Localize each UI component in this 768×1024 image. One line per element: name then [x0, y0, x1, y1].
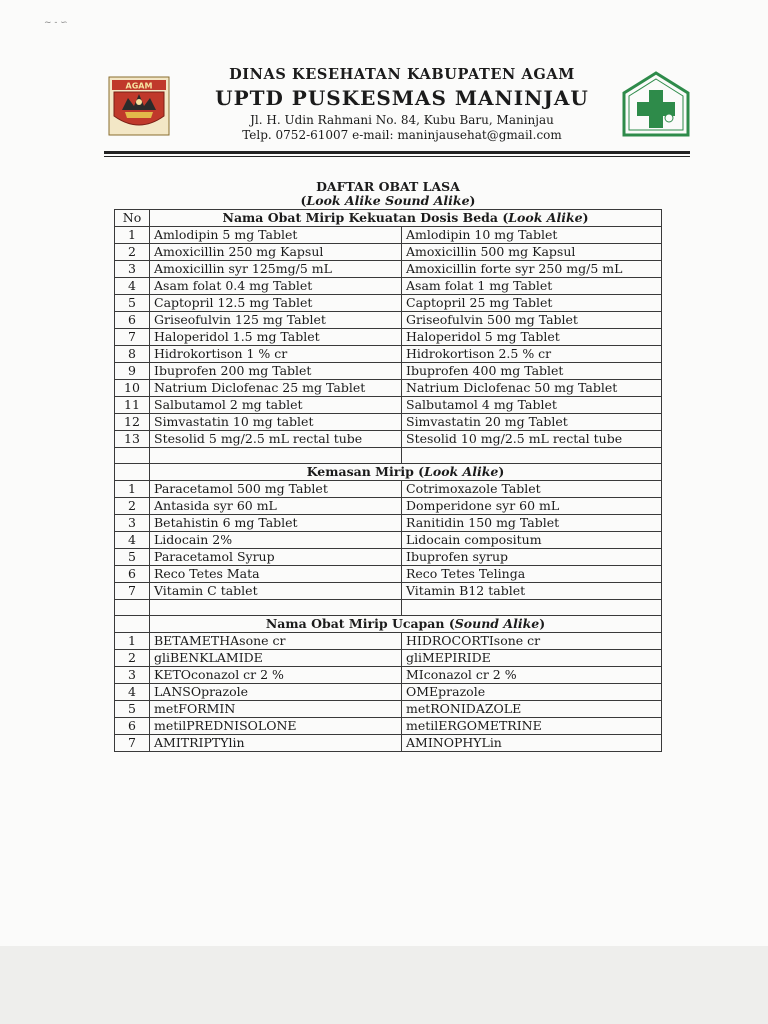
- document-subtitle: (Look Alike Sound Alike): [300, 193, 476, 208]
- drug-name-a: Haloperidol 1.5 mg Tablet: [150, 329, 402, 346]
- table-row: [115, 397, 662, 414]
- row-number: 7: [115, 329, 150, 346]
- row-number: 3: [115, 515, 150, 532]
- table-row: [115, 566, 662, 583]
- drug-name-b: Amoxicillin forte syr 250 mg/5 mL: [402, 261, 662, 278]
- table-row: [115, 363, 662, 380]
- drug-name-a: Griseofulvin 125 mg Tablet: [150, 312, 402, 329]
- drug-name-b: Natrium Diclofenac 50 mg Tablet: [402, 380, 662, 397]
- section-heading: Kemasan Mirip (Look Alike): [150, 464, 662, 481]
- drug-name-b: Ranitidin 150 mg Tablet: [402, 515, 662, 532]
- row-number: 9: [115, 363, 150, 380]
- header-rule-thin: [104, 156, 690, 157]
- row-number: 4: [115, 684, 150, 701]
- drug-name-a: KETOconazol cr 2 %: [150, 667, 402, 684]
- drug-name-a: metilPREDNISOLONE: [150, 718, 402, 735]
- drug-name-b: Griseofulvin 500 mg Tablet: [402, 312, 662, 329]
- drug-name-b: Ibuprofen 400 mg Tablet: [402, 363, 662, 380]
- row-number: 3: [115, 261, 150, 278]
- table-row: [115, 414, 662, 431]
- table-row: [115, 431, 662, 448]
- drug-name-a: Antasida syr 60 mL: [150, 498, 402, 515]
- puskesmas-logo: [622, 71, 690, 137]
- drug-name-b: OMEprazole: [402, 684, 662, 701]
- institution-address: Jl. H. Udin Rahmani No. 84, Kubu Baru, Maninjau: [250, 113, 554, 127]
- blank-cell: [115, 616, 150, 633]
- table-row: [115, 312, 662, 329]
- spacer-row: [115, 600, 662, 616]
- drug-name-b: MIconazol cr 2 %: [402, 667, 662, 684]
- section-heading-row: [115, 616, 662, 633]
- drug-name-b: Domperidone syr 60 mL: [402, 498, 662, 515]
- drug-name-b: Amlodipin 10 mg Tablet: [402, 227, 662, 244]
- drug-name-a: Lidocain 2%: [150, 532, 402, 549]
- drug-name-a: Salbutamol 2 mg tablet: [150, 397, 402, 414]
- table-row: [115, 244, 662, 261]
- table-row: [115, 278, 662, 295]
- drug-name-b: Ibuprofen syrup: [402, 549, 662, 566]
- drug-name-a: BETAMETHAsone cr: [150, 633, 402, 650]
- row-number: 4: [115, 278, 150, 295]
- drug-name-a: Paracetamol Syrup: [150, 549, 402, 566]
- table-row: [115, 295, 662, 312]
- institution-name: UPTD PUSKESMAS MANINJAU: [215, 86, 589, 110]
- row-number: 5: [115, 295, 150, 312]
- drug-name-b: Stesolid 10 mg/2.5 mL rectal tube: [402, 431, 662, 448]
- table-row: [115, 532, 662, 549]
- spacer-row: [115, 448, 662, 464]
- drug-name-b: Haloperidol 5 mg Tablet: [402, 329, 662, 346]
- blank-cell: [402, 600, 662, 616]
- drug-name-a: Stesolid 5 mg/2.5 mL rectal tube: [150, 431, 402, 448]
- row-number: 12: [115, 414, 150, 431]
- row-number: 1: [115, 633, 150, 650]
- row-number: 2: [115, 498, 150, 515]
- drug-name-a: Ibuprofen 200 mg Tablet: [150, 363, 402, 380]
- row-number: 2: [115, 244, 150, 261]
- table-row: [115, 329, 662, 346]
- no-column-header: No: [115, 210, 150, 227]
- row-number: 1: [115, 227, 150, 244]
- table-row: [115, 227, 662, 244]
- table-row: [115, 481, 662, 498]
- row-number: 7: [115, 735, 150, 752]
- drug-name-b: Hidrokortison 2.5 % cr: [402, 346, 662, 363]
- drug-name-a: Hidrokortison 1 % cr: [150, 346, 402, 363]
- drug-name-a: Natrium Diclofenac 25 mg Tablet: [150, 380, 402, 397]
- drug-name-a: Betahistin 6 mg Tablet: [150, 515, 402, 532]
- section-heading-row: [115, 210, 662, 227]
- table-row: [115, 684, 662, 701]
- lasa-table: [114, 209, 662, 752]
- agam-logo-text: AGAM: [125, 81, 153, 91]
- row-number: 6: [115, 312, 150, 329]
- row-number: 11: [115, 397, 150, 414]
- drug-name-b: Vitamin B12 tablet: [402, 583, 662, 600]
- drug-name-b: gliMEPIRIDE: [402, 650, 662, 667]
- table-row: [115, 718, 662, 735]
- table-row: [115, 380, 662, 397]
- agam-logo: [108, 76, 170, 136]
- scan-smudge: ~ - ∽: [44, 18, 68, 28]
- row-number: 6: [115, 566, 150, 583]
- drug-name-b: AMINOPHYLin: [402, 735, 662, 752]
- table-row: [115, 735, 662, 752]
- blank-cell: [150, 600, 402, 616]
- drug-name-b: metilERGOMETRINE: [402, 718, 662, 735]
- table-row: [115, 261, 662, 278]
- table-row: [115, 498, 662, 515]
- row-number: 4: [115, 532, 150, 549]
- scan-background: [0, 946, 768, 1024]
- drug-name-a: Asam folat 0.4 mg Tablet: [150, 278, 402, 295]
- table-row: [115, 701, 662, 718]
- row-number: 10: [115, 380, 150, 397]
- row-number: 5: [115, 701, 150, 718]
- drug-name-a: gliBENKLAMIDE: [150, 650, 402, 667]
- section-heading: Nama Obat Mirip Kekuatan Dosis Beda (Look Alike): [150, 210, 662, 227]
- blank-cell: [402, 448, 662, 464]
- drug-name-a: Paracetamol 500 mg Tablet: [150, 481, 402, 498]
- blank-cell: [150, 448, 402, 464]
- blank-cell: [115, 464, 150, 481]
- drug-name-a: metFORMIN: [150, 701, 402, 718]
- drug-name-a: Amoxicillin 250 mg Kapsul: [150, 244, 402, 261]
- institution-contact: Telp. 0752-61007 e-mail: maninjausehat@gmail.com: [242, 128, 562, 142]
- drug-name-b: Amoxicillin 500 mg Kapsul: [402, 244, 662, 261]
- table-row: [115, 346, 662, 363]
- drug-name-a: LANSOprazole: [150, 684, 402, 701]
- drug-name-a: Amlodipin 5 mg Tablet: [150, 227, 402, 244]
- drug-name-b: Reco Tetes Telinga: [402, 566, 662, 583]
- row-number: 6: [115, 718, 150, 735]
- drug-name-a: Captopril 12.5 mg Tablet: [150, 295, 402, 312]
- blank-cell: [115, 448, 150, 464]
- table-row: [115, 515, 662, 532]
- table-row: [115, 583, 662, 600]
- row-number: 5: [115, 549, 150, 566]
- row-number: 7: [115, 583, 150, 600]
- drug-name-b: Lidocain compositum: [402, 532, 662, 549]
- drug-name-b: Captopril 25 mg Tablet: [402, 295, 662, 312]
- drug-name-b: Asam folat 1 mg Tablet: [402, 278, 662, 295]
- table-row: [115, 650, 662, 667]
- table-row: [115, 633, 662, 650]
- agency-name: DINAS KESEHATAN KABUPATEN AGAM: [229, 66, 575, 83]
- drug-name-a: Vitamin C tablet: [150, 583, 402, 600]
- row-number: 1: [115, 481, 150, 498]
- header-rule-thick: [104, 151, 690, 154]
- row-number: 13: [115, 431, 150, 448]
- drug-name-a: AMITRIPTYlin: [150, 735, 402, 752]
- row-number: 2: [115, 650, 150, 667]
- drug-name-b: Salbutamol 4 mg Tablet: [402, 397, 662, 414]
- table-row: [115, 549, 662, 566]
- row-number: 3: [115, 667, 150, 684]
- drug-name-b: metRONIDAZOLE: [402, 701, 662, 718]
- row-number: 8: [115, 346, 150, 363]
- drug-name-b: Cotrimoxazole Tablet: [402, 481, 662, 498]
- drug-name-a: Amoxicillin syr 125mg/5 mL: [150, 261, 402, 278]
- table-row: [115, 667, 662, 684]
- section-heading-row: [115, 464, 662, 481]
- drug-name-a: Reco Tetes Mata: [150, 566, 402, 583]
- drug-name-b: HIDROCORTIsone cr: [402, 633, 662, 650]
- drug-name-a: Simvastatin 10 mg tablet: [150, 414, 402, 431]
- document-title: DAFTAR OBAT LASA: [316, 179, 460, 194]
- blank-cell: [115, 600, 150, 616]
- drug-name-b: Simvastatin 20 mg Tablet: [402, 414, 662, 431]
- section-heading: Nama Obat Mirip Ucapan (Sound Alike): [150, 616, 662, 633]
